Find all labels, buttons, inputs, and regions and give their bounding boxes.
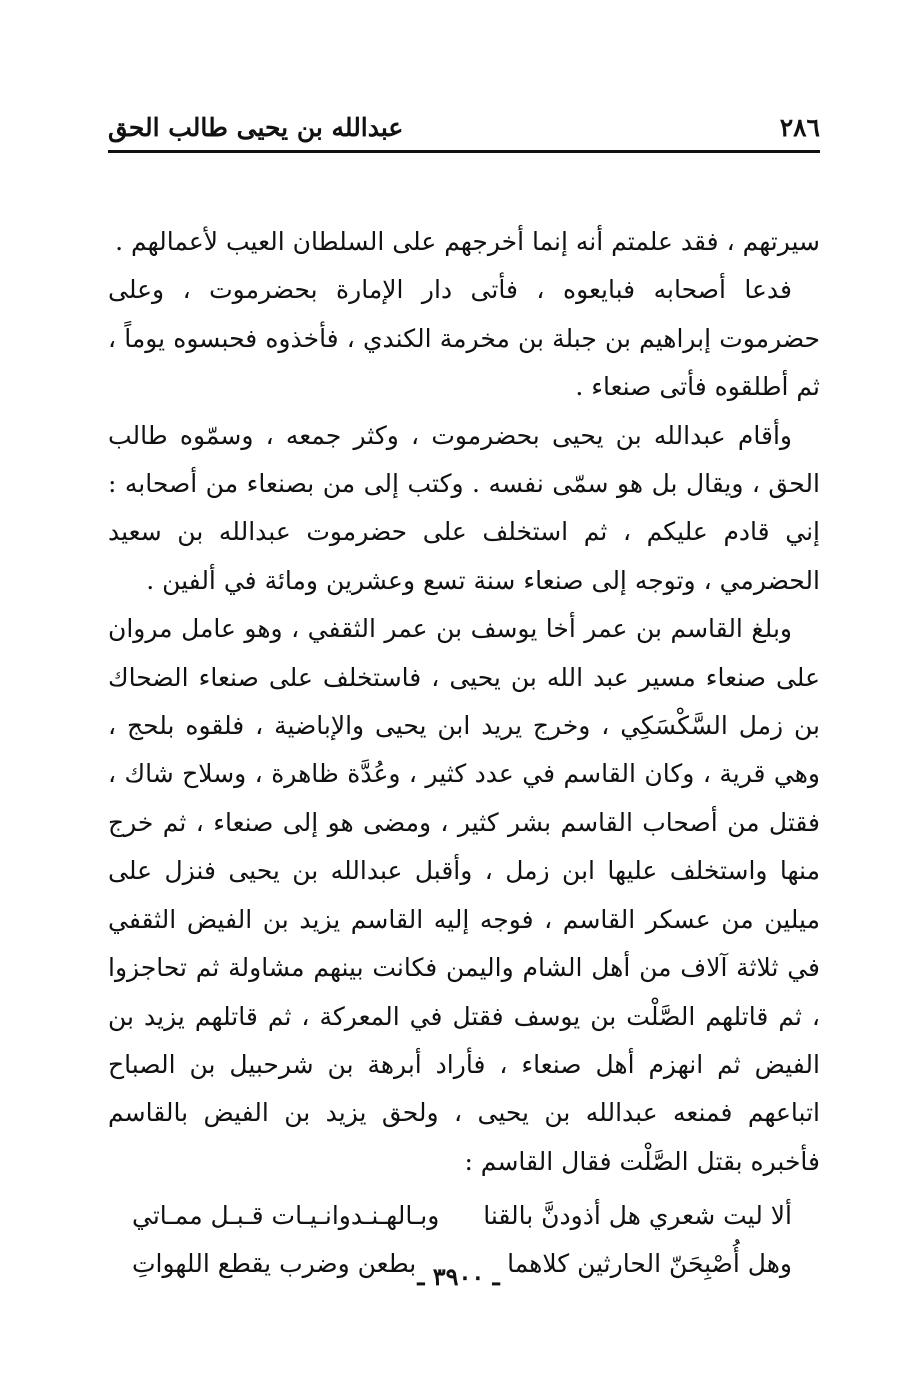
- verse-first-hemistich: وهل أُصْبِحَنّ الحارثين كلاهما: [507, 1249, 792, 1279]
- page-body: [108, 218, 820, 1288]
- paragraph: وأقام عبدالله بن يحيى بحضرموت ، وكثر جمعه ، وسمّوه طالب الحق ، ويقال بل هو سمّى نفسه . وكتب إلى من بصنعاء من أصحابه : إني قادم عليكم ، ثم استخلف على حضرموت عبدالله بن سعيد الحضرمي ، وتوجه إلى صنعاء سنة تسع وعشرين ومائة في ألفين .: [108, 420, 820, 595]
- verse-first-hemistich: ألا ليت شعري هل أذودنَّ بالقنا: [483, 1201, 792, 1231]
- verse-second-hemistich: بطعن وضرب يقطع اللهواتِ: [132, 1249, 417, 1279]
- verse-second-hemistich: وبـالهـنـدوانـيـات قـبـل ممـاتي: [132, 1201, 440, 1231]
- paragraph: سيرتهم ، فقد علمتم أنه إنما أخرجهم على السلطان العيب لأعمالهم .: [115, 227, 820, 256]
- running-title: عبدالله بن يحيى طالب الحق: [108, 113, 404, 142]
- paragraph: وبلغ القاسم بن عمر أخا يوسف بن عمر الثقفي ، وهو عامل مروان على صنعاء مسير عبد الله بن يحيى ، فاستخلف على صنعاء الضحاك بن زمل السَّكْسَكِي ، وخرج يريد ابن يحيى والإباضية ، فلقوه بلحج ، وهي قرية ، وكان القاسم في عدد كثير ، وعُدَّة ظاهرة ، وسلاح شاك ، فقتل من أصحاب القاسم بشر كثير ، ومضى هو إلى صنعاء ، ثم خرج منها واستخلف عليها ابن زمل ، وأقبل عبدالله بن يحيى فنزل على ميلين من عسكر القاسم ، فوجه إليه القاسم يزيد بن الفيض الثقفي في ثلاثة آلاف من أهل الشام واليمن فكانت بينهم مشاولة ثم تحاجزوا ، ثم قاتلهم الصَّلْت بن يوسف فقتل في المعركة ، ثم قاتلهم يزيد بن الفيض ثم انهزم أهل صنعاء ، فأراد أبرهة بن شرحبيل بن الصباح اتباعهم فمنعه عبدالله بن يحيى ، ولحق يزيد بن الفيض بالقاسم فأخبره بقتل الصَّلْت فقال القاسم :: [108, 614, 820, 1176]
- page-number: ٢٨٦: [779, 113, 820, 142]
- paragraph: فدعا أصحابه فبايعوه ، فأتى دار الإمارة بحضرموت ، وعلى حضرموت إبراهيم بن جبلة بن مخرمة الكندي ، فأخذوه فحبسوه يوماً ، ثم أطلقوه فأتى صنعاء .: [108, 275, 820, 402]
- folio-number: ـ ٣٩٠٠ ـ: [417, 1262, 500, 1291]
- poem-verse: [132, 1192, 792, 1240]
- page-header: [108, 100, 820, 153]
